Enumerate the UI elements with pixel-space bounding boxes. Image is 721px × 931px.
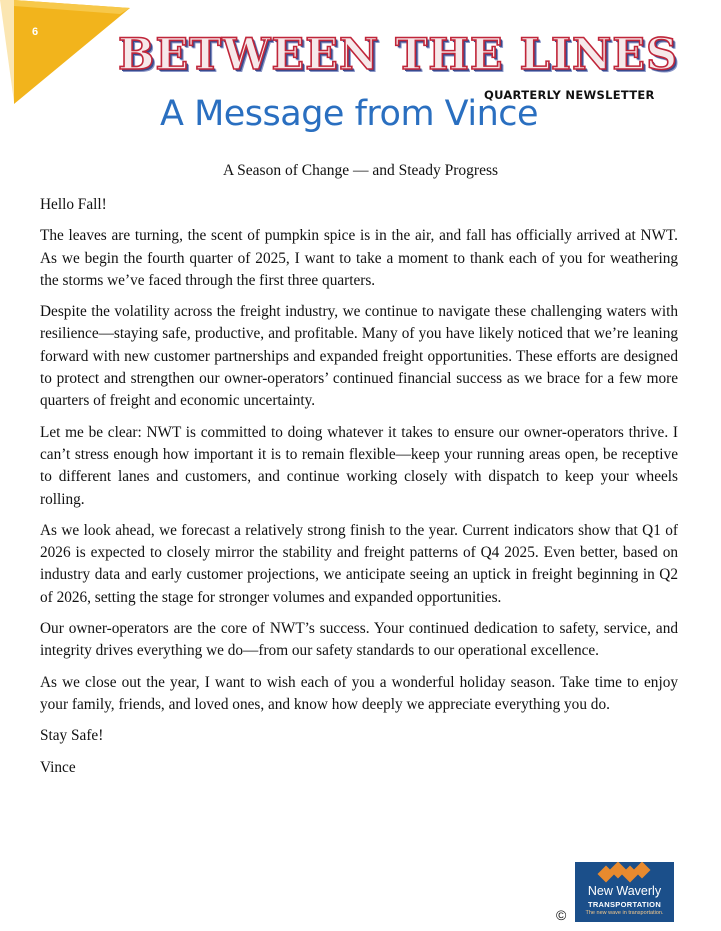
article-body: [40, 194, 678, 788]
body-paragraph: As we close out the year, I want to wish each of you a wonderful holiday season. Take time to enjoy your family, friends, and loved ones, and know how deeply we appreciate everything you do.: [40, 673, 678, 713]
body-paragraph: Let me be clear: NWT is committed to doing whatever it takes to ensure our owner-operators thrive. I can’t stress enough how important it is to remain flexible—keep your running areas open, be receptive to different lanes and customers, and continue working closely with dispatch to keep your wheels rolling.: [40, 423, 678, 508]
page-headline: A Message from Vince: [160, 94, 539, 134]
body-paragraph: Despite the volatility across the freight industry, we continue to navigate these challenging waters with resilience—staying safe, productive, and profitable. Many of you have likely noticed that we’re leaning forward with new customer partnerships and expanded freight opportunities. These efforts are designed to protect and strengthen our owner-operators’ continued financial success as we brace for a few more quarters of freight and economic uncertainty.: [40, 303, 678, 410]
body-paragraph: As we look ahead, we forecast a relatively strong finish to the year. Current indicators show that Q1 of 2026 is expected to closely mirror the stability and freight patterns of Q4 2025. Even better, based on industry data and early customer projections, we anticipate seeing an uptick in freight beginning in Q2 of 2026, setting the stage for stronger volumes and expanded opportunities.: [40, 521, 678, 606]
page-number: 6: [32, 26, 39, 38]
body-paragraph: Our owner-operators are the core of NWT’s success. Your continued dedication to safety, service, and integrity drives everything we do—from our safety standards to our operational excellence.: [40, 620, 678, 660]
newsletter-masthead-title: BETWEEN THE LINES: [118, 30, 679, 80]
logo-tagline: The new wave in transportation.: [585, 910, 664, 916]
body-paragraph: The leaves are turning, the scent of pumpkin spice is in the air, and fall has officially arrived at NWT. As we begin the fourth quarter of 2025, I want to take a moment to thank each of you for weathering the storms we’ve faced through the first three quarters.: [40, 227, 678, 289]
copyright-icon: ©: [556, 907, 567, 923]
newsletter-tagline: QUARTERLY NEWSLETTER: [484, 88, 655, 102]
company-logo: [575, 862, 674, 922]
logo-subtitle: TRANSPORTATION: [587, 900, 662, 909]
logo-name: New Waverly: [587, 884, 662, 898]
article-title: A Season of Change — and Steady Progress: [222, 162, 499, 179]
signature-name: Vince: [40, 758, 76, 776]
greeting-paragraph: Hello Fall!: [40, 196, 107, 213]
sign-off-paragraph: Stay Safe!: [40, 727, 104, 745]
